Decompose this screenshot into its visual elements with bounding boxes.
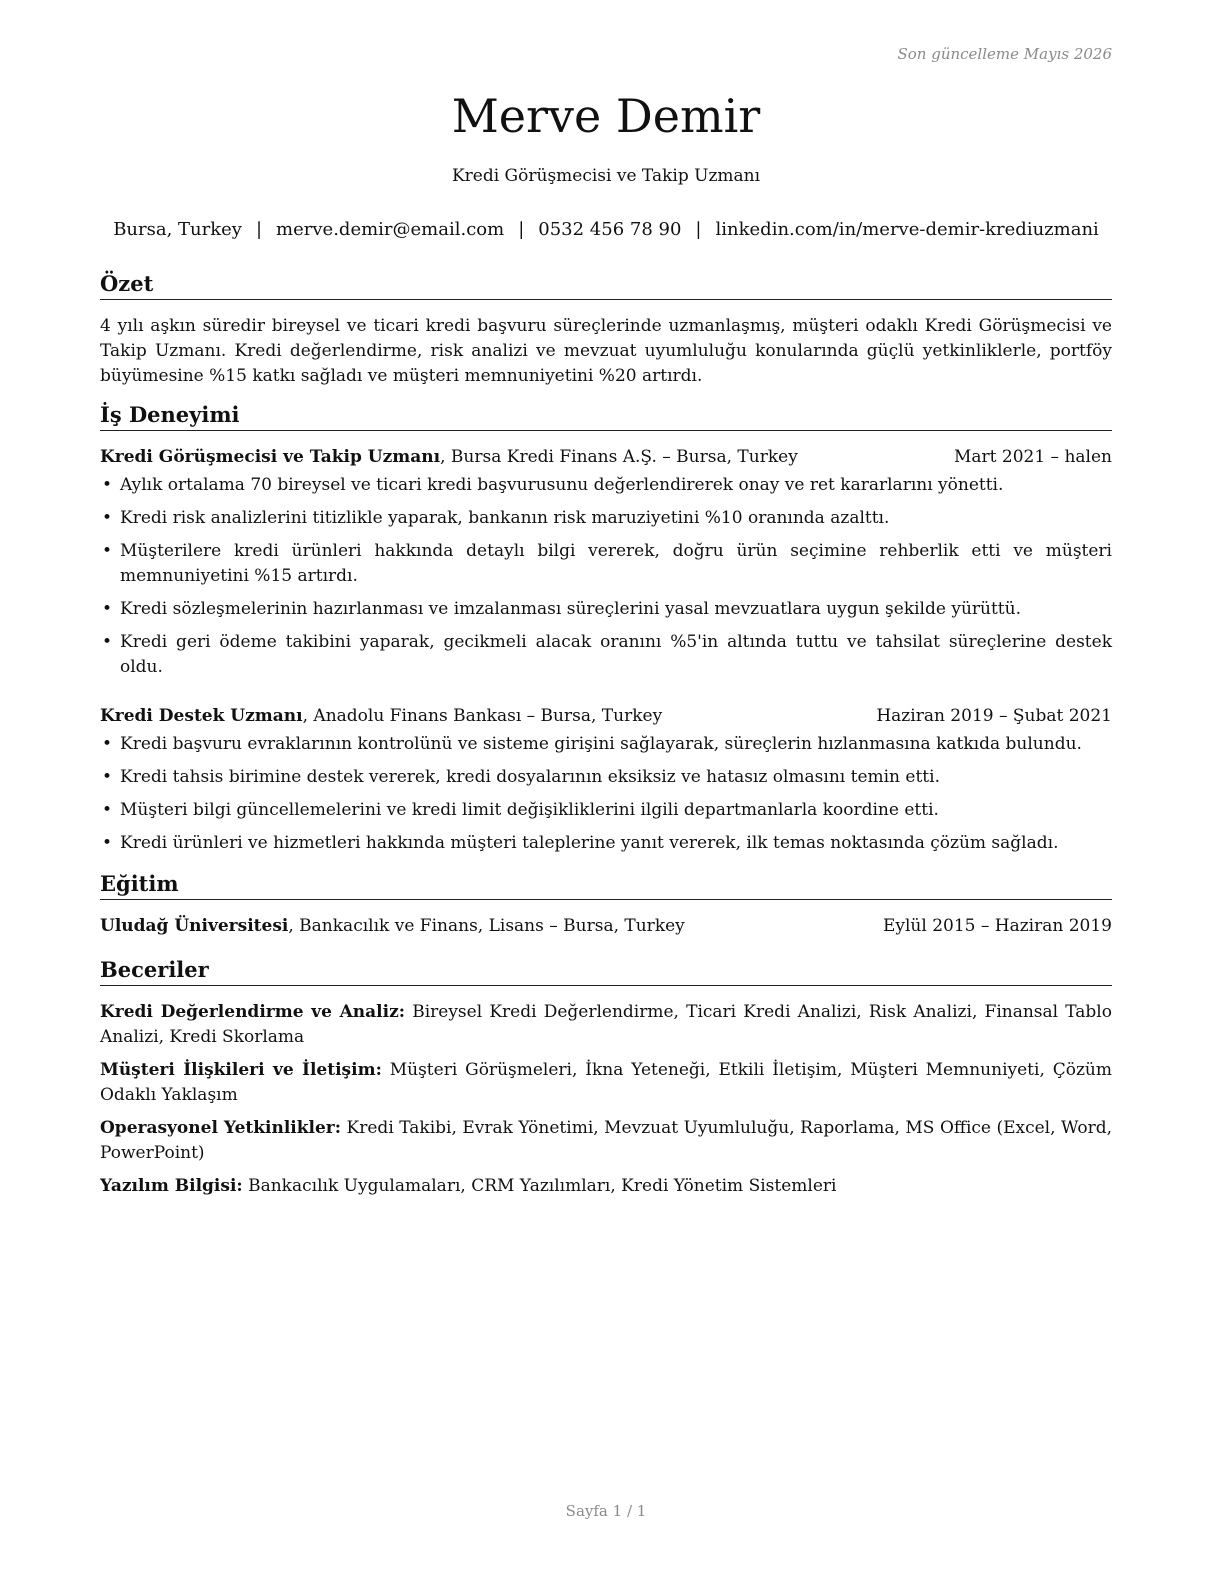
education-entry	[100, 914, 1112, 938]
education-detail: , Bankacılık ve Finans, Lisans – Bursa, Turkey	[288, 916, 685, 936]
job-bullet: • Aylık ortalama 70 bireysel ve ticari kredi başvurusunu değerlendirerek onay ve ret kararlarını yönetti.	[100, 473, 1112, 498]
contact-location: Bursa, Turkey	[113, 219, 242, 240]
skill-group	[100, 1058, 1112, 1108]
skills-heading: Beceriler	[100, 956, 1112, 986]
skill-items: Müşteri Görüşmeleri, İkna Yeteneği, Etkili İletişim, Müşteri Memnuniyeti, Çözüm Odaklı Yaklaşım	[100, 1060, 1112, 1105]
education-dates: Eylül 2015 – Haziran 2019	[882, 916, 1112, 936]
job-header	[100, 445, 1112, 469]
skill-label: Yazılım Bilgisi:	[100, 1176, 243, 1196]
job-title-line	[100, 445, 798, 469]
job-bullet: • Kredi sözleşmelerinin hazırlanması ve imzalanması süreçlerini yasal mevzuatlara uygun şekilde yürüttü.	[100, 597, 1112, 622]
skill-label: Müşteri İlişkileri ve İletişim:	[100, 1060, 382, 1080]
job-bullet: • Müşterilere kredi ürünleri hakkında detaylı bilgi vererek, doğru ürün seçimine rehberlik etti ve müşteri memnuniyetini %15 artırdı.	[100, 539, 1112, 589]
contact-separator: |	[695, 219, 702, 240]
education-school: Uludağ Üniversitesi	[100, 916, 289, 936]
skill-group	[100, 1174, 1112, 1199]
job-dates: Mart 2021 – halen	[953, 447, 1112, 467]
job-bullet: • Kredi geri ödeme takibini yaparak, gecikmeli alacak oranını %5'in altında tuttu ve tahsilat süreçlerine destek oldu.	[100, 630, 1112, 680]
skill-group	[100, 1116, 1112, 1166]
job-bullet: • Kredi risk analizlerini titizlikle yaparak, bankanın risk maruziyetini %10 oranında azalttı.	[100, 506, 1112, 531]
job-bullets	[100, 473, 1112, 680]
contact-separator: |	[518, 219, 525, 240]
candidate-title: Kredi Görüşmecisi ve Takip Uzmanı	[451, 166, 761, 186]
candidate-name: Merve Demir	[451, 89, 761, 143]
skill-label: Kredi Değerlendirme ve Analiz:	[100, 1002, 406, 1022]
skill-group	[100, 1000, 1112, 1050]
job-title-line	[100, 704, 662, 728]
job-organization: , Anadolu Finans Bankası – Bursa, Turkey	[302, 706, 663, 726]
skill-label: Operasyonel Yetkinlikler:	[100, 1118, 342, 1138]
last-updated: Son güncelleme Mayıs 2026	[897, 45, 1112, 63]
job-bullet: • Müşteri bilgi güncellemelerini ve kredi limit değişikliklerini ilgili departmanlarla koordine etti.	[100, 798, 1112, 823]
job-bullet: • Kredi tahsis birimine destek vererek, kredi dosyalarının eksiksiz ve hatasız olmasını temin etti.	[100, 765, 1112, 790]
job-bullet: • Kredi başvuru evraklarının kontrolünü ve sisteme girişini sağlayarak, süreçlerin hızlanmasına katkıda bulundu.	[100, 732, 1112, 757]
contact-email[interactable]: merve.demir@email.com	[276, 219, 505, 240]
job-bullet: • Kredi ürünleri ve hizmetleri hakkında müşteri taleplerine yanıt vererek, ilk temas noktasında çözüm sağladı.	[100, 831, 1112, 856]
skill-items: Kredi Takibi, Evrak Yönetimi, Mevzuat Uyumluluğu, Raporlama, MS Office (Excel, Word, PowerPoint)	[100, 1118, 1112, 1163]
skill-items: Bankacılık Uygulamaları, CRM Yazılımları, Kredi Yönetim Sistemleri	[242, 1176, 837, 1196]
contact-phone: 0532 456 78 90	[538, 219, 682, 240]
resume-content	[100, 270, 1112, 1207]
job-organization: , Bursa Kredi Finans A.Ş. – Bursa, Turkey	[440, 447, 798, 467]
education-heading: Eğitim	[100, 870, 1112, 900]
education-line	[100, 914, 685, 938]
experience-heading: İş Deneyimi	[100, 401, 1112, 431]
summary-heading: Özet	[100, 270, 1112, 300]
job-bullets	[100, 732, 1112, 856]
job-role: Kredi Görüşmecisi ve Takip Uzmanı	[100, 447, 441, 467]
contact-linkedin[interactable]: linkedin.com/in/merve-demir-krediuzmani	[715, 219, 1099, 240]
job-role: Kredi Destek Uzmanı	[100, 706, 303, 726]
contact-line	[100, 219, 1112, 240]
contact-separator: |	[255, 219, 263, 240]
summary-text: 4 yılı aşkın süredir bireysel ve ticari kredi başvuru süreçlerinde uzmanlaşmış, müşteri odaklı Kredi Görüşmecisi ve Takip Uzmanı. Kredi değerlendirme, risk analizi ve mevzuat uyumluluğu konularında güçlü yetkinliklerle, portföy büyümesine %15 katkı sağladı ve müşteri memnuniyetini %20 artırdı.	[100, 316, 1112, 386]
skill-items: Bireysel Kredi Değerlendirme, Ticari Kredi Analizi, Risk Analizi, Finansal Tablo Analizi, Kredi Skorlama	[100, 1002, 1112, 1047]
job-header	[100, 704, 1112, 728]
job-dates: Haziran 2019 – Şubat 2021	[876, 706, 1112, 726]
page-number: Sayfa 1 / 1	[565, 1502, 647, 1520]
resume-page	[100, 0, 1112, 1584]
